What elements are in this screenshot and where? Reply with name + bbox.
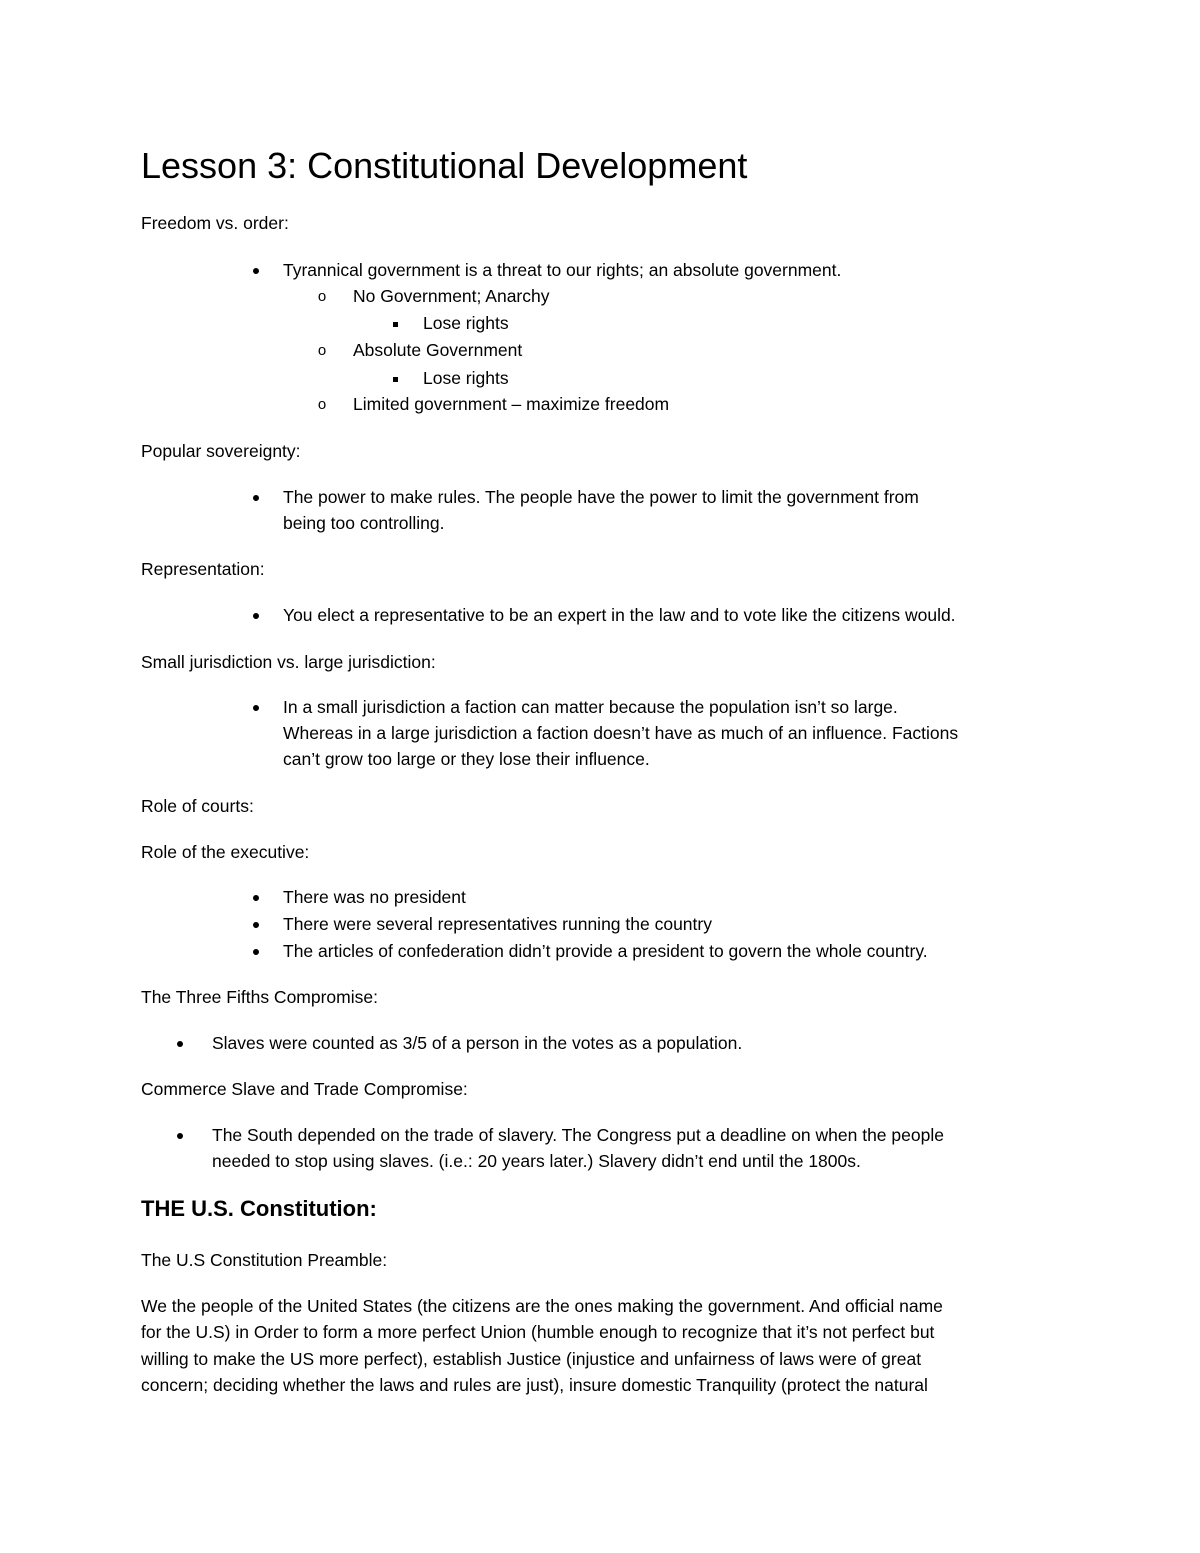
list-item: The articles of confederation didn’t provide a president to govern the whole country. bbox=[283, 941, 928, 961]
list-item: Tyrannical government is a threat to our rights; an absolute government. bbox=[283, 260, 842, 280]
bullet-square bbox=[387, 365, 403, 391]
bullet-dot bbox=[172, 1122, 188, 1148]
list-item: There were several representatives running the country bbox=[283, 914, 712, 934]
sub-bullet-marker: o bbox=[317, 342, 327, 359]
list-item: Absolute Government bbox=[353, 340, 523, 360]
sub-bullet-marker: o bbox=[317, 288, 327, 305]
list-item: The South depended on the trade of slavery. The Congress put a deadline on when the people bbox=[212, 1125, 944, 1145]
bullet-dot bbox=[172, 1030, 188, 1056]
bullet-dot bbox=[248, 938, 264, 964]
bullet-dot bbox=[248, 484, 264, 510]
section-title-constitution: THE U.S. Constitution: bbox=[141, 1196, 377, 1221]
list-item: You elect a representative to be an expert in the law and to vote like the citizens would. bbox=[283, 605, 956, 625]
preamble-heading: The U.S Constitution Preamble: bbox=[141, 1250, 388, 1270]
bullet-square bbox=[387, 310, 403, 336]
bullet-dot bbox=[248, 911, 264, 937]
section-heading-commerce: Commerce Slave and Trade Compromise: bbox=[141, 1079, 468, 1099]
list-item: The power to make rules. The people have the power to limit the government from bbox=[283, 487, 919, 507]
bullet-dot bbox=[248, 602, 264, 628]
page-title: Lesson 3: Constitutional Development bbox=[141, 145, 748, 186]
list-item: Slaves were counted as 3/5 of a person in the votes as a population. bbox=[212, 1033, 743, 1053]
bullet-dot bbox=[248, 694, 264, 720]
list-item: Lose rights bbox=[423, 313, 509, 333]
section-heading-freedom: Freedom vs. order: bbox=[141, 213, 289, 233]
list-item-continuation: needed to stop using slaves. (i.e.: 20 years later.) Slavery didn’t end until the 1800s. bbox=[212, 1151, 861, 1171]
section-heading-courts: Role of courts: bbox=[141, 796, 254, 816]
paragraph-line: We the people of the United States (the citizens are the ones making the government. And official name bbox=[141, 1296, 943, 1316]
list-item-continuation: Whereas in a large jurisdiction a faction doesn’t have as much of an influence. Factions bbox=[283, 723, 959, 743]
list-item: There was no president bbox=[283, 887, 466, 907]
paragraph-line: willing to make the US more perfect), establish Justice (injustice and unfairness of laws were of great bbox=[141, 1349, 922, 1369]
list-item-continuation: can’t grow too large or they lose their influence. bbox=[283, 749, 650, 769]
bullet-dot bbox=[248, 257, 264, 283]
bullet-dot bbox=[248, 884, 264, 910]
paragraph-line: concern; deciding whether the laws and rules are just), insure domestic Tranquility (protect the natural bbox=[141, 1375, 928, 1395]
list-item: In a small jurisdiction a faction can matter because the population isn’t so large. bbox=[283, 697, 898, 717]
list-item: Lose rights bbox=[423, 368, 509, 388]
paragraph-line: for the U.S) in Order to form a more perfect Union (humble enough to recognize that it’s not perfect but bbox=[141, 1322, 935, 1342]
list-item-continuation: being too controlling. bbox=[283, 513, 445, 533]
section-heading-executive: Role of the executive: bbox=[141, 842, 310, 862]
section-heading-jurisdiction: Small jurisdiction vs. large jurisdiction: bbox=[141, 652, 436, 672]
list-item: Limited government – maximize freedom bbox=[353, 394, 670, 414]
list-item: No Government; Anarchy bbox=[353, 286, 550, 306]
section-heading-three-fifths: The Three Fifths Compromise: bbox=[141, 987, 378, 1007]
section-heading-representation: Representation: bbox=[141, 559, 265, 579]
sub-bullet-marker: o bbox=[317, 396, 327, 413]
section-heading-sovereignty: Popular sovereignty: bbox=[141, 441, 301, 461]
